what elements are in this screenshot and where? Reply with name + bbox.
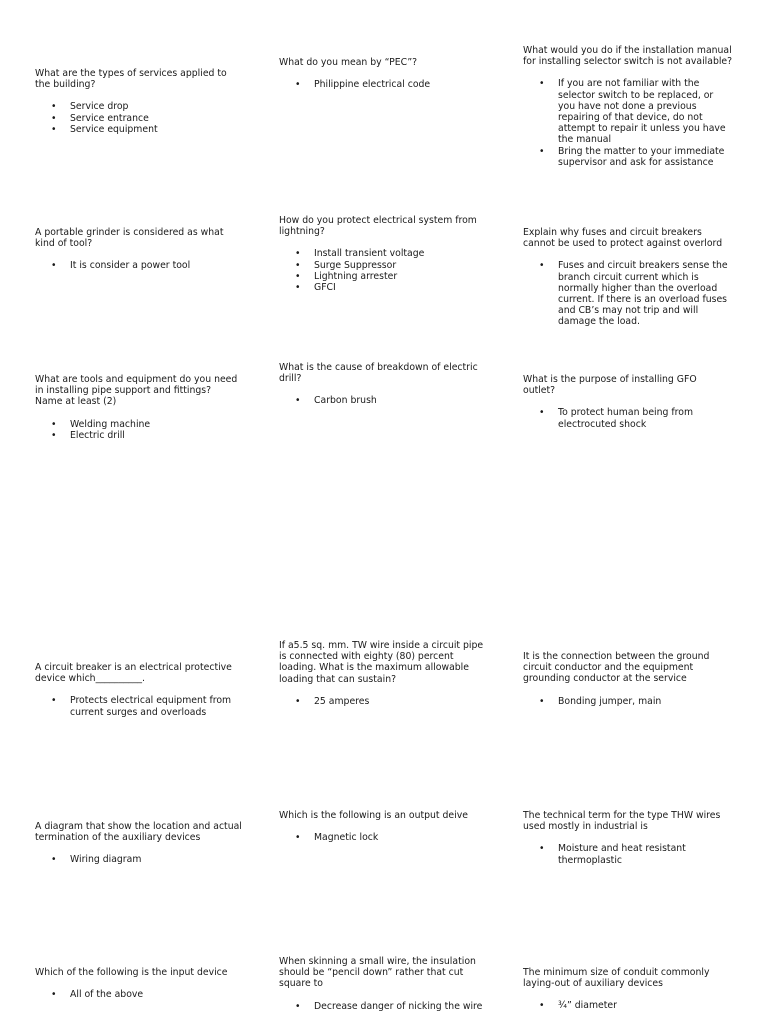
answer-list (523, 407, 718, 429)
question-text: What is the purpose of installing GFO outlet? (523, 374, 697, 397)
answer-item: • Wiring diagram (35, 854, 245, 865)
answer-list (35, 989, 245, 1000)
question-text: Which is the following is an output deive (279, 810, 468, 821)
question-text: What do you mean by “PEC”? (279, 57, 418, 68)
answer-item: • GFCI (279, 282, 489, 293)
question-text: A portable grinder is considered as what kind of tool? (35, 227, 224, 250)
answer-list (279, 395, 489, 406)
question-text: What are the types of services applied to the building? (35, 68, 227, 91)
card-17 (279, 956, 489, 1012)
card-3 (523, 45, 733, 168)
answer-list (279, 832, 489, 843)
answer-list (35, 419, 240, 441)
answer-item: • Carbon brush (279, 395, 489, 406)
card-5 (279, 215, 489, 293)
answer-list (523, 78, 733, 168)
question-text: It is the connection between the ground circuit conductor and the equipment grounding conductor at the service (523, 651, 710, 685)
answer-item: • Install transient voltage (279, 248, 489, 259)
question-text: What is the cause of breakdown of electric drill? (279, 362, 478, 385)
card-14 (279, 810, 489, 843)
answer-list (523, 696, 728, 707)
answer-item: • Bonding jumper, main (523, 696, 728, 707)
card-8 (279, 362, 489, 407)
answer-list (279, 248, 489, 293)
card-4 (35, 227, 240, 272)
question-text: The minimum size of conduit commonly laying-out of auxiliary devices (523, 967, 710, 990)
answer-item: • Fuses and circuit breakers sense the branch circuit current which is normally higher than the overload current. If there is an overload fuses and CB’s may not trip and will damage the load. (523, 260, 735, 327)
question-text: What are tools and equipment do you need in installing pipe support and fittings? Name at least (2) (35, 374, 238, 408)
answer-item: • Bring the matter to your immediate supervisor and ask for assistance (523, 146, 733, 168)
answer-item: • Lightning arrester (279, 271, 489, 282)
question-text: When skinning a small wire, the insulation should be “pencil down” rather that cut square to (279, 956, 476, 990)
answer-item: • 25 amperes (279, 696, 489, 707)
question-text: What would you do if the installation manual for installing selector switch is not available? (523, 45, 733, 68)
question-text: The technical term for the type THW wires used mostly in industrial is (523, 810, 721, 833)
card-1 (35, 68, 240, 135)
question-text: A diagram that show the location and actual termination of the auxiliary devices (35, 821, 242, 844)
answer-list (35, 101, 240, 135)
answer-item: • To protect human being from electrocuted shock (523, 407, 718, 429)
answer-item: • All of the above (35, 989, 245, 1000)
question-text: How do you protect electrical system from lightning? (279, 215, 477, 238)
answer-list (35, 695, 245, 717)
card-12 (523, 651, 728, 707)
answer-item: • Service drop (35, 101, 240, 112)
card-18 (523, 967, 733, 1012)
answer-item: • Magnetic lock (279, 832, 489, 843)
card-13 (35, 821, 245, 866)
answer-item: • Protects electrical equipment from current surges and overloads (35, 695, 245, 717)
answer-list (35, 854, 245, 865)
answer-item: • Surge Suppressor (279, 260, 489, 271)
question-text: A circuit breaker is an electrical protective device which__________. (35, 662, 232, 685)
question-text: If a5.5 sq. mm. TW wire inside a circuit pipe is connected with eighty (80) percent loading. What is the maximum allowable loading that can sustain? (279, 640, 484, 685)
answer-item: • It is consider a power tool (35, 260, 240, 271)
question-text: Which of the following is the input device (35, 967, 228, 978)
answer-list (279, 696, 489, 707)
answer-item: • Welding machine (35, 419, 240, 430)
answer-item: • ¾” diameter (523, 1000, 733, 1011)
answer-list (523, 1000, 733, 1011)
answer-list (279, 79, 484, 90)
card-7 (35, 374, 240, 441)
answer-list (35, 260, 240, 271)
answer-item: • Service equipment (35, 124, 240, 135)
answer-item: • Service entrance (35, 113, 240, 124)
answer-list (523, 260, 735, 327)
card-9 (523, 374, 718, 430)
card-16 (35, 967, 245, 1000)
answer-item: • Moisture and heat resistant thermoplastic (523, 843, 735, 865)
answer-item: • If you are not familiar with the selector switch to be replaced, or you have not done a previous repairing of that device, do not attempt to repair it unless you have the manual (523, 78, 733, 145)
card-2 (279, 57, 484, 90)
answer-list (279, 1001, 489, 1012)
card-6 (523, 227, 735, 328)
card-11 (279, 640, 489, 707)
question-text: Explain why fuses and circuit breakers cannot be used to protect against overlord (523, 227, 723, 250)
card-10 (35, 662, 245, 718)
answer-item: • Decrease danger of nicking the wire (279, 1001, 489, 1012)
answer-list (523, 843, 735, 865)
answer-item: • Philippine electrical code (279, 79, 484, 90)
answer-item: • Electric drill (35, 430, 240, 441)
card-15 (523, 810, 735, 866)
